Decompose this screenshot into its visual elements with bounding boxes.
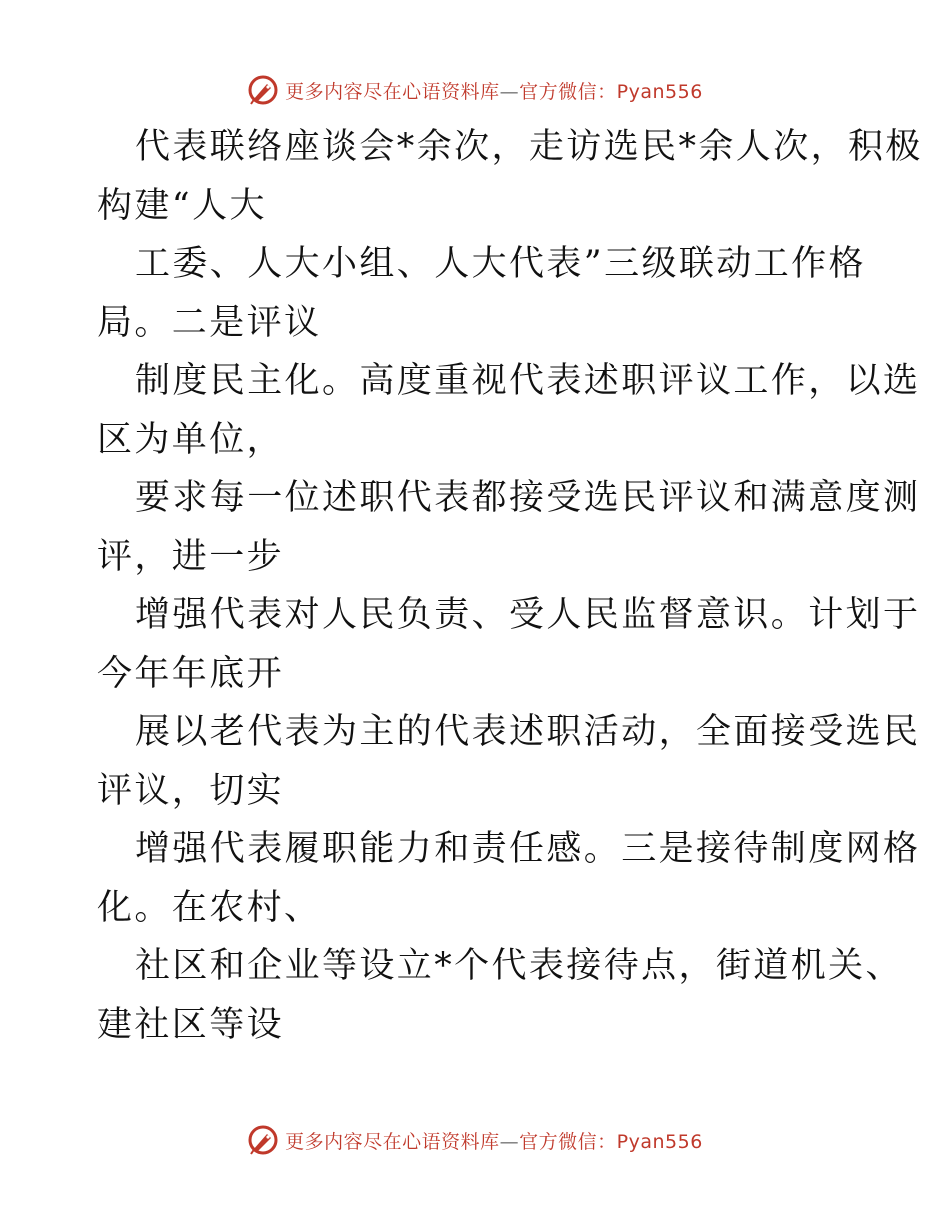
header-banner-wechat: 官方微信：Pyan556 — [519, 80, 703, 103]
pen-nib-logo-icon — [247, 74, 279, 106]
body-line: 社区和企业等设立*个代表接待点，街道机关、 — [135, 946, 903, 986]
body-line: 今年年底开 — [97, 653, 285, 694]
footer-banner-inner — [247, 1124, 703, 1156]
body-line: 工委、人大小组、人大代表”三级联动工作格 — [135, 244, 866, 284]
body-line: 评，进一步 — [97, 536, 285, 577]
footer-banner-wechat: 官方微信：Pyan556 — [519, 1130, 703, 1153]
body-line: 构建“人大 — [97, 185, 267, 226]
header-banner — [0, 70, 950, 110]
footer-banner-text — [285, 1127, 703, 1154]
header-banner-separator: — — [499, 80, 520, 103]
header-banner-text — [285, 77, 703, 104]
body-line: 增强代表履职能力和责任感。三是接待制度网格 — [135, 829, 921, 869]
body-line: 建社区等设 — [97, 1004, 285, 1045]
body-line: 评议，切实 — [97, 770, 285, 811]
body-line: 局。二是评议 — [97, 302, 322, 343]
body-line: 区为单位， — [97, 419, 285, 460]
body-line: 代表联络座谈会*余次，走访选民*余人次，积极 — [135, 127, 923, 167]
header-banner-main: 更多内容尽在心语资料库 — [285, 80, 500, 103]
header-banner-inner — [247, 74, 703, 106]
body-line: 展以老代表为主的代表述职活动，全面接受选民 — [135, 712, 921, 752]
body-line: 制度民主化。高度重视代表述职评议工作，以选 — [135, 361, 921, 401]
footer-banner — [0, 1120, 950, 1160]
footer-banner-separator: — — [499, 1130, 520, 1153]
body-line: 增强代表对人民负责、受人民监督意识。计划于 — [135, 595, 921, 635]
body-line: 要求每一位述职代表都接受选民评议和满意度测 — [135, 478, 921, 518]
body-line: 化。在农村、 — [97, 887, 322, 928]
document-body — [97, 118, 923, 1054]
pen-nib-logo-icon — [247, 1124, 279, 1156]
footer-banner-main: 更多内容尽在心语资料库 — [285, 1130, 500, 1153]
